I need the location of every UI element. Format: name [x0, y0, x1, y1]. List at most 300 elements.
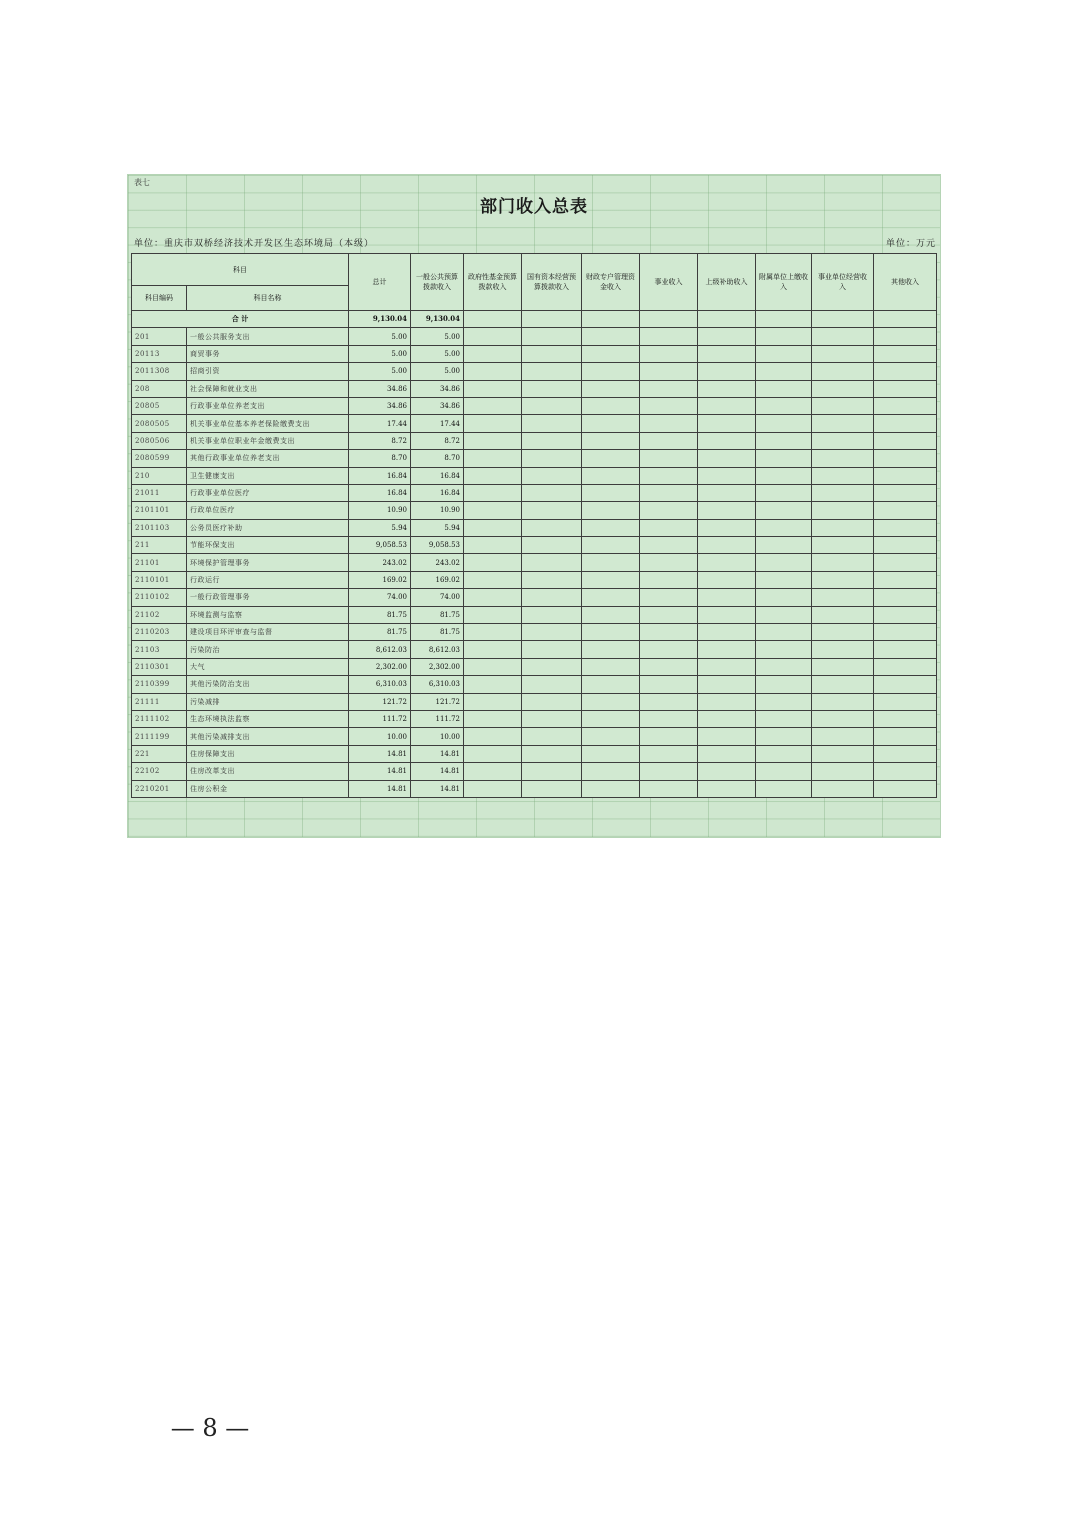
empty-cell — [756, 728, 812, 745]
table-row — [132, 380, 937, 397]
general-budget-cell: 2,302.00 — [411, 658, 464, 675]
empty-cell — [812, 641, 874, 658]
table-row — [132, 519, 937, 536]
empty-cell — [464, 589, 522, 606]
empty-cell — [464, 658, 522, 675]
empty-cell — [756, 763, 812, 780]
subject-code-cell: 2101101 — [132, 502, 187, 519]
empty-cell — [640, 345, 698, 362]
total-label: 合 计 — [132, 311, 349, 328]
empty-cell — [874, 641, 937, 658]
subject-code-cell: 2080599 — [132, 450, 187, 467]
table-row — [132, 624, 937, 641]
table-row — [132, 502, 937, 519]
table-row — [132, 397, 937, 414]
total-cell: 34.86 — [349, 380, 411, 397]
empty-cell — [582, 780, 640, 797]
empty-cell — [812, 728, 874, 745]
subject-code-cell: 2111102 — [132, 710, 187, 727]
empty-cell — [464, 763, 522, 780]
empty-cell — [582, 676, 640, 693]
header-subject-name: 科目名称 — [187, 286, 349, 311]
general-budget-cell: 14.81 — [411, 780, 464, 797]
total-cell: 5.94 — [349, 519, 411, 536]
subject-name-cell: 卫生健康支出 — [187, 467, 349, 484]
general-budget-cell: 121.72 — [411, 693, 464, 710]
subject-code-cell: 2080506 — [132, 432, 187, 449]
empty-cell — [464, 345, 522, 362]
subject-name-cell: 其他污染防治支出 — [187, 676, 349, 693]
empty-cell — [812, 693, 874, 710]
empty-cell — [464, 624, 522, 641]
total-cell: 5.00 — [349, 345, 411, 362]
general-budget-cell: 8.72 — [411, 432, 464, 449]
empty-cell — [756, 554, 812, 571]
empty-cell — [874, 780, 937, 797]
empty-cell — [464, 745, 522, 762]
empty-cell — [464, 537, 522, 554]
empty-cell — [698, 554, 756, 571]
empty-cell — [698, 571, 756, 588]
subject-code-cell: 2110101 — [132, 571, 187, 588]
subject-code-cell: 2111199 — [132, 728, 187, 745]
empty-cell — [698, 589, 756, 606]
subject-name-cell: 公务员医疗补助 — [187, 519, 349, 536]
table-row — [132, 484, 937, 501]
empty-cell — [640, 624, 698, 641]
empty-cell — [756, 415, 812, 432]
empty-cell — [756, 397, 812, 414]
empty-cell — [582, 397, 640, 414]
empty-cell — [522, 676, 582, 693]
empty-cell — [522, 345, 582, 362]
subject-name-cell: 污染防治 — [187, 641, 349, 658]
empty-cell — [698, 519, 756, 536]
empty-cell — [874, 658, 937, 675]
table-row — [132, 641, 937, 658]
empty-cell — [812, 676, 874, 693]
empty-cell — [464, 328, 522, 345]
empty-cell — [812, 589, 874, 606]
empty-cell — [522, 624, 582, 641]
empty-cell — [464, 641, 522, 658]
empty-cell — [874, 345, 937, 362]
total-cell: 10.90 — [349, 502, 411, 519]
table-row — [132, 554, 937, 571]
empty-cell — [464, 415, 522, 432]
empty-cell — [874, 710, 937, 727]
subject-name-cell: 行政事业单位医疗 — [187, 484, 349, 501]
empty-cell — [698, 380, 756, 397]
total-cell: 8.72 — [349, 432, 411, 449]
empty-cell — [698, 415, 756, 432]
empty-cell — [698, 502, 756, 519]
empty-cell — [756, 780, 812, 797]
empty-cell — [756, 345, 812, 362]
table-row — [132, 467, 937, 484]
total-cell: 2,302.00 — [349, 658, 411, 675]
empty-cell — [582, 502, 640, 519]
empty-cell — [582, 537, 640, 554]
empty-cell — [464, 311, 522, 328]
empty-cell — [640, 415, 698, 432]
empty-cell — [582, 658, 640, 675]
empty-cell — [874, 728, 937, 745]
income-table — [131, 253, 937, 798]
empty-cell — [812, 397, 874, 414]
table-row — [132, 415, 937, 432]
total-cell: 14.81 — [349, 763, 411, 780]
empty-cell — [874, 311, 937, 328]
header-other-income: 其他收入 — [874, 254, 937, 311]
empty-cell — [812, 519, 874, 536]
empty-cell — [812, 502, 874, 519]
empty-cell — [812, 763, 874, 780]
empty-cell — [582, 745, 640, 762]
total-cell: 9,058.53 — [349, 537, 411, 554]
subject-name-cell: 生态环境执法监察 — [187, 710, 349, 727]
empty-cell — [812, 311, 874, 328]
empty-cell — [582, 571, 640, 588]
subject-code-cell: 2210201 — [132, 780, 187, 797]
header-state-capital: 国有资本经营预算拨款收入 — [522, 254, 582, 311]
empty-cell — [698, 328, 756, 345]
empty-cell — [756, 450, 812, 467]
empty-cell — [640, 311, 698, 328]
table-row — [132, 345, 937, 362]
empty-cell — [522, 780, 582, 797]
empty-cell — [522, 589, 582, 606]
subject-name-cell: 大气 — [187, 658, 349, 675]
empty-cell — [640, 745, 698, 762]
empty-cell — [812, 554, 874, 571]
general-budget-cell: 5.94 — [411, 519, 464, 536]
subject-code-cell: 2011308 — [132, 363, 187, 380]
header-special-account: 财政专户管理资金收入 — [582, 254, 640, 311]
subject-name-cell: 其他行政事业单位养老支出 — [187, 450, 349, 467]
total-cell: 8.70 — [349, 450, 411, 467]
general-budget-cell: 6,310.03 — [411, 676, 464, 693]
subject-code-cell: 20805 — [132, 397, 187, 414]
empty-cell — [698, 728, 756, 745]
empty-cell — [756, 363, 812, 380]
empty-cell — [874, 450, 937, 467]
subject-name-cell: 一般行政管理事务 — [187, 589, 349, 606]
empty-cell — [698, 397, 756, 414]
table-row — [132, 606, 937, 623]
empty-cell — [812, 658, 874, 675]
empty-cell — [522, 484, 582, 501]
empty-cell — [582, 415, 640, 432]
unit-currency: 单位：万元 — [886, 239, 937, 249]
table-row — [132, 693, 937, 710]
subject-name-cell: 一般公共服务支出 — [187, 328, 349, 345]
empty-cell — [640, 710, 698, 727]
subject-name-cell: 社会保障和就业支出 — [187, 380, 349, 397]
total-cell: 5.00 — [349, 363, 411, 380]
empty-cell — [756, 484, 812, 501]
empty-cell — [464, 606, 522, 623]
subject-code-cell: 2110203 — [132, 624, 187, 641]
empty-cell — [464, 397, 522, 414]
empty-cell — [812, 537, 874, 554]
empty-cell — [874, 676, 937, 693]
empty-cell — [464, 710, 522, 727]
empty-cell — [874, 571, 937, 588]
empty-cell — [582, 311, 640, 328]
total-cell: 17.44 — [349, 415, 411, 432]
empty-cell — [582, 519, 640, 536]
empty-cell — [874, 763, 937, 780]
empty-cell — [812, 432, 874, 449]
empty-cell — [812, 450, 874, 467]
empty-cell — [756, 380, 812, 397]
empty-cell — [464, 676, 522, 693]
empty-cell — [756, 467, 812, 484]
general-budget-cell: 16.84 — [411, 467, 464, 484]
empty-cell — [640, 589, 698, 606]
subject-code-cell: 210 — [132, 467, 187, 484]
empty-cell — [582, 328, 640, 345]
subject-name-cell: 行政运行 — [187, 571, 349, 588]
general-budget-cell: 111.72 — [411, 710, 464, 727]
total-cell: 16.84 — [349, 467, 411, 484]
table-row — [132, 676, 937, 693]
empty-cell — [640, 328, 698, 345]
total-cell: 5.00 — [349, 328, 411, 345]
empty-cell — [640, 467, 698, 484]
empty-cell — [698, 676, 756, 693]
empty-cell — [640, 363, 698, 380]
subject-code-cell: 2080505 — [132, 415, 187, 432]
empty-cell — [756, 328, 812, 345]
total-cell: 81.75 — [349, 624, 411, 641]
empty-cell — [522, 363, 582, 380]
empty-cell — [464, 363, 522, 380]
empty-cell — [874, 624, 937, 641]
subject-code-cell: 2110301 — [132, 658, 187, 675]
empty-cell — [522, 432, 582, 449]
header-subject-code: 科目编码 — [132, 286, 187, 311]
empty-cell — [522, 328, 582, 345]
empty-cell — [582, 641, 640, 658]
total-cell: 81.75 — [349, 606, 411, 623]
empty-cell — [522, 502, 582, 519]
subject-name-cell: 环境保护管理事务 — [187, 554, 349, 571]
empty-cell — [874, 606, 937, 623]
empty-cell — [640, 780, 698, 797]
empty-cell — [640, 763, 698, 780]
empty-cell — [522, 450, 582, 467]
empty-cell — [640, 519, 698, 536]
empty-cell — [698, 537, 756, 554]
empty-cell — [756, 311, 812, 328]
total-cell: 6,310.03 — [349, 676, 411, 693]
header-general-budget: 一般公共预算拨款收入 — [411, 254, 464, 311]
empty-cell — [522, 641, 582, 658]
subject-code-cell: 2110102 — [132, 589, 187, 606]
empty-cell — [582, 763, 640, 780]
subject-name-cell: 住房保障支出 — [187, 745, 349, 762]
empty-cell — [582, 363, 640, 380]
empty-cell — [582, 432, 640, 449]
subject-code-cell: 22102 — [132, 763, 187, 780]
subject-code-cell: 2101103 — [132, 519, 187, 536]
table-row — [132, 328, 937, 345]
table-row — [132, 658, 937, 675]
subject-name-cell: 污染减排 — [187, 693, 349, 710]
empty-cell — [812, 345, 874, 362]
empty-cell — [582, 554, 640, 571]
empty-cell — [812, 415, 874, 432]
empty-cell — [756, 502, 812, 519]
subject-code-cell: 21011 — [132, 484, 187, 501]
general-budget-cell: 10.00 — [411, 728, 464, 745]
empty-cell — [464, 450, 522, 467]
empty-cell — [640, 571, 698, 588]
subject-name-cell: 建设项目环评审查与监督 — [187, 624, 349, 641]
general-budget-cell: 243.02 — [411, 554, 464, 571]
subject-code-cell: 211 — [132, 537, 187, 554]
total-cell: 8,612.03 — [349, 641, 411, 658]
general-budget-cell: 74.00 — [411, 589, 464, 606]
empty-cell — [756, 745, 812, 762]
subject-name-cell: 机关事业单位职业年金缴费支出 — [187, 432, 349, 449]
header-total: 总计 — [349, 254, 411, 311]
total-cell: 14.81 — [349, 780, 411, 797]
empty-cell — [698, 484, 756, 501]
empty-cell — [812, 467, 874, 484]
general-budget-cell: 81.75 — [411, 624, 464, 641]
empty-cell — [756, 641, 812, 658]
total-cell: 121.72 — [349, 693, 411, 710]
total-cell: 16.84 — [349, 484, 411, 501]
empty-cell — [698, 780, 756, 797]
subject-code-cell: 21103 — [132, 641, 187, 658]
empty-cell — [522, 763, 582, 780]
empty-cell — [522, 693, 582, 710]
subject-code-cell: 201 — [132, 328, 187, 345]
empty-cell — [464, 519, 522, 536]
empty-cell — [464, 571, 522, 588]
empty-cell — [640, 380, 698, 397]
empty-cell — [874, 537, 937, 554]
table-row — [132, 780, 937, 797]
empty-cell — [582, 589, 640, 606]
general-budget-cell: 5.00 — [411, 328, 464, 345]
empty-cell — [522, 710, 582, 727]
empty-cell — [464, 484, 522, 501]
empty-cell — [582, 467, 640, 484]
empty-cell — [522, 728, 582, 745]
empty-cell — [582, 380, 640, 397]
empty-cell — [812, 780, 874, 797]
subject-code-cell: 20113 — [132, 345, 187, 362]
table-row — [132, 745, 937, 762]
table-row — [132, 571, 937, 588]
empty-cell — [698, 693, 756, 710]
header-operating-income: 事业单位经营收入 — [812, 254, 874, 311]
subject-name-cell: 其他污染减排支出 — [187, 728, 349, 745]
table-row — [132, 450, 937, 467]
table-row — [132, 363, 937, 380]
subject-name-cell: 商贸事务 — [187, 345, 349, 362]
empty-cell — [464, 780, 522, 797]
table-row — [132, 432, 937, 449]
table-title: 部门收入总表 — [480, 197, 588, 217]
empty-cell — [582, 710, 640, 727]
general-budget-cell: 16.84 — [411, 484, 464, 501]
empty-cell — [464, 380, 522, 397]
empty-cell — [812, 745, 874, 762]
empty-cell — [640, 728, 698, 745]
empty-cell — [464, 728, 522, 745]
general-budget-cell: 10.90 — [411, 502, 464, 519]
general-budget-cell: 81.75 — [411, 606, 464, 623]
empty-cell — [582, 450, 640, 467]
subject-name-cell: 住房公积金 — [187, 780, 349, 797]
empty-cell — [640, 432, 698, 449]
empty-cell — [756, 589, 812, 606]
empty-cell — [756, 658, 812, 675]
page-number: — 8 — — [170, 1414, 250, 1442]
table-row — [132, 589, 937, 606]
total-cell: 243.02 — [349, 554, 411, 571]
empty-cell — [874, 415, 937, 432]
empty-cell — [582, 728, 640, 745]
empty-cell — [874, 397, 937, 414]
empty-cell — [874, 484, 937, 501]
empty-cell — [464, 693, 522, 710]
table-tag: 表七 — [134, 178, 150, 187]
empty-cell — [874, 502, 937, 519]
empty-cell — [874, 589, 937, 606]
empty-cell — [464, 502, 522, 519]
empty-cell — [582, 345, 640, 362]
empty-cell — [522, 380, 582, 397]
table-row — [132, 763, 937, 780]
general-budget-cell: 5.00 — [411, 345, 464, 362]
empty-cell — [756, 693, 812, 710]
empty-cell — [464, 432, 522, 449]
subject-name-cell: 住房改革支出 — [187, 763, 349, 780]
empty-cell — [812, 710, 874, 727]
empty-cell — [698, 624, 756, 641]
empty-cell — [874, 432, 937, 449]
empty-cell — [640, 484, 698, 501]
empty-cell — [582, 484, 640, 501]
empty-cell — [756, 606, 812, 623]
empty-cell — [698, 345, 756, 362]
empty-cell — [874, 554, 937, 571]
empty-cell — [522, 311, 582, 328]
empty-cell — [698, 432, 756, 449]
general-budget-cell: 5.00 — [411, 363, 464, 380]
empty-cell — [698, 710, 756, 727]
empty-cell — [522, 571, 582, 588]
empty-cell — [698, 363, 756, 380]
subject-code-cell: 21102 — [132, 606, 187, 623]
empty-cell — [640, 554, 698, 571]
empty-cell — [812, 624, 874, 641]
table-row — [132, 537, 937, 554]
general-budget-cell: 14.81 — [411, 763, 464, 780]
total-cell: 74.00 — [349, 589, 411, 606]
subject-name-cell: 环境监测与监察 — [187, 606, 349, 623]
subject-name-cell: 行政事业单位养老支出 — [187, 397, 349, 414]
empty-cell — [640, 502, 698, 519]
empty-cell — [756, 710, 812, 727]
